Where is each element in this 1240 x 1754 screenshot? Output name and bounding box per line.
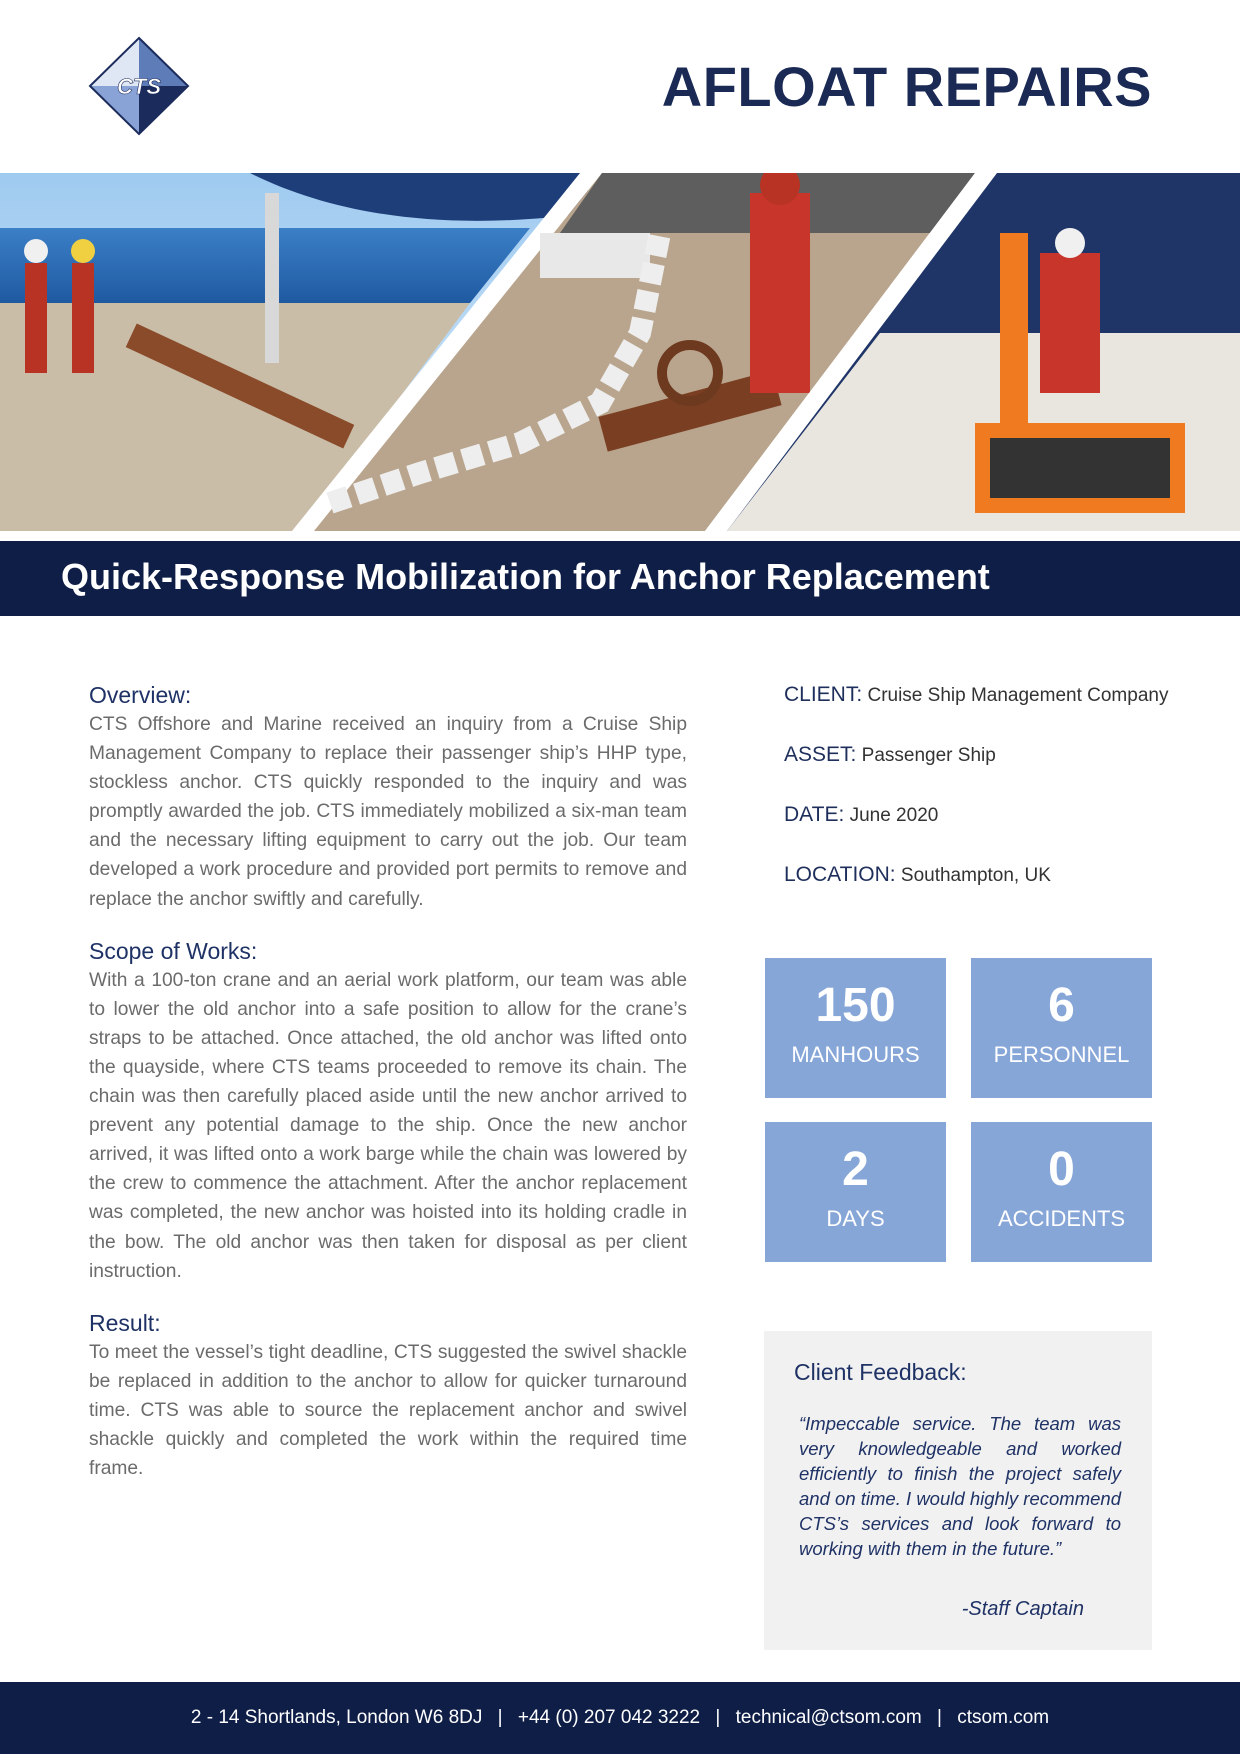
footer-phone[interactable]: +44 (0) 207 042 3222	[517, 1707, 701, 1728]
page-title: AFLOAT REPAIRS	[661, 55, 1152, 118]
info-asset	[784, 740, 1214, 800]
stat-value: 6	[1048, 979, 1075, 1032]
stat-accidents	[971, 1122, 1152, 1262]
info-date	[784, 800, 1214, 860]
logo-text: CTS	[117, 74, 161, 99]
feedback-quote: “Impeccable service. The team was very knowledgeable and worked efficiently to finish the project safely and on time. I would highly recommend CTS’s services and look forward to working with them in the future.”	[799, 1413, 1121, 1559]
date-label: DATE:	[784, 803, 845, 826]
footer-email[interactable]: technical@ctsom.com	[735, 1707, 922, 1728]
client-label: CLIENT:	[784, 683, 863, 706]
result-body: To meet the vessel’s tight deadline, CTS suggested the swivel shackle be replaced in addition to the anchor to allow for quicker turnaround time. CTS was able to source the replacement anchor and swivel shackle quickly and completed the work within the required time frame.	[89, 1341, 687, 1480]
client-feedback-box	[764, 1331, 1152, 1650]
stat-value: 150	[815, 979, 896, 1032]
scope-heading: Scope of Works:	[89, 937, 258, 964]
stat-days	[765, 1122, 946, 1262]
stat-personnel	[971, 958, 1152, 1098]
feedback-attribution: -Staff Captain	[961, 1598, 1084, 1620]
result-heading: Result:	[89, 1309, 161, 1336]
cts-logo	[88, 36, 190, 136]
feedback-heading: Client Feedback:	[794, 1359, 967, 1385]
footer-separator: |	[715, 1707, 721, 1728]
scope-body: With a 100-ton crane and an aerial work platform, our team was able to lower the old anchor into a safe position to allow for the crane’s straps to be attached. Once attached, the old anchor was lifted onto the quayside, where CTS teams proceeded to remove its chain. The chain was then carefully placed aside until the new anchor arrived to prevent any potential damage to the ship. Once the new anchor arrived, it was lifted onto a work barge while the chain was lowered by the crew to commence the attachment. After the anchor replacement was completed, the new anchor was hoisted into its holding cradle in the bow. The old anchor was then taken for disposal as per client instruction.	[89, 969, 687, 1282]
title-banner	[0, 541, 1240, 616]
stat-value: 2	[842, 1143, 869, 1196]
stat-label: MANHOURS	[791, 1042, 920, 1067]
overview-heading: Overview:	[89, 682, 192, 708]
case-study-body	[89, 680, 687, 1505]
location-label: LOCATION:	[784, 863, 896, 886]
stat-value: 0	[1048, 1143, 1075, 1196]
info-client	[784, 680, 1214, 740]
footer-separator: |	[497, 1707, 503, 1728]
hero-photo-collage	[0, 173, 1240, 531]
info-location	[784, 860, 1214, 920]
stat-manhours	[765, 958, 946, 1098]
asset-label: ASSET:	[784, 743, 857, 766]
overview-body: CTS Offshore and Marine received an inquiry from a Cruise Ship Management Company to replace their passenger ship’s HHP type, stockless anchor. CTS quickly responded to the inquiry and was promptly awarded the job. CTS immediately mobilized a six-man team and the necessary lifting equipment to carry out the job. Our team developed a work procedure and provided port permits to remove and replace the anchor swiftly and carefully.	[89, 714, 687, 910]
asset-value: Passenger Ship	[861, 745, 996, 766]
contact-footer	[0, 1682, 1240, 1754]
footer-separator: |	[937, 1707, 942, 1728]
project-info	[784, 680, 1214, 920]
stat-label: DAYS	[826, 1206, 885, 1231]
stat-label: PERSONNEL	[993, 1042, 1130, 1067]
stat-label: ACCIDENTS	[997, 1206, 1126, 1231]
date-value: June 2020	[849, 805, 939, 826]
footer-website[interactable]: ctsom.com	[957, 1707, 1050, 1728]
client-value: Cruise Ship Management Company	[867, 685, 1169, 706]
location-value: Southampton, UK	[900, 865, 1051, 886]
footer-address: 2 - 14 Shortlands, London W6 8DJ	[190, 1707, 483, 1728]
banner-title: Quick-Response Mobilization for Anchor Replacement	[61, 556, 990, 597]
